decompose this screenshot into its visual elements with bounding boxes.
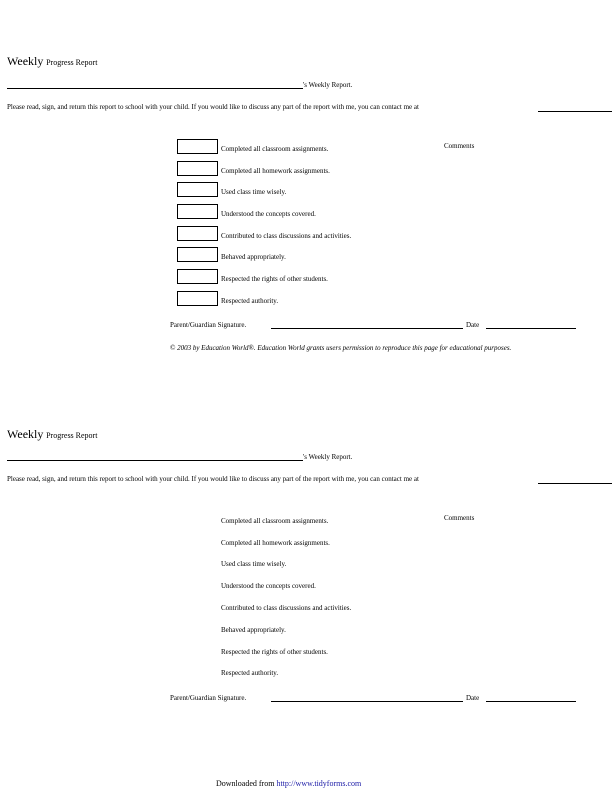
title-weekly: Weekly	[7, 54, 44, 68]
comments-label: Comments	[444, 514, 475, 522]
instructions-text: Please read, sign, and return this report to school with your child. If you would like to discuss any part of the report with me, you can contact me at	[7, 475, 419, 483]
date-label: Date	[466, 694, 480, 702]
signature-field[interactable]	[271, 328, 463, 329]
item-class-time: Used class time wisely.	[221, 188, 287, 196]
footer-prefix: Downloaded from	[216, 779, 275, 788]
teacher-contact-field[interactable]	[538, 483, 612, 484]
rating-box[interactable]	[177, 139, 218, 154]
signature-field[interactable]	[271, 701, 463, 702]
rating-box[interactable]	[177, 269, 218, 284]
item-behaved: Behaved appropriately.	[221, 253, 286, 261]
item-classroom-assignments: Completed all classroom assignments.	[221, 517, 329, 525]
signature-label: Parent/Guardian Signature.	[170, 694, 247, 702]
title-weekly: Weekly	[7, 427, 44, 441]
rating-box[interactable]	[177, 291, 218, 306]
copyright-text: © 2003 by Education World®. Education World grants users permission to reproduce this page for educational purposes.	[170, 344, 512, 352]
weekly-report-suffix: 's Weekly Report.	[303, 453, 353, 461]
rating-box[interactable]	[177, 161, 218, 176]
date-label: Date	[466, 321, 480, 329]
rating-box[interactable]	[177, 247, 218, 262]
item-behaved: Behaved appropriately.	[221, 626, 286, 634]
date-field[interactable]	[486, 701, 576, 702]
signature-label: Parent/Guardian Signature.	[170, 321, 247, 329]
instructions-text: Please read, sign, and return this report to school with your child. If you would like to discuss any part of the report with me, you can contact me at	[7, 103, 419, 111]
item-class-time: Used class time wisely.	[221, 560, 287, 568]
item-rights: Respected the rights of other students.	[221, 275, 328, 283]
student-name-field[interactable]	[7, 460, 303, 461]
comments-label: Comments	[444, 142, 475, 150]
date-field[interactable]	[486, 328, 576, 329]
form-title	[7, 54, 97, 69]
item-authority: Respected authority.	[221, 669, 279, 677]
rating-box[interactable]	[177, 204, 218, 219]
item-homework-assignments: Completed all homework assignments.	[221, 167, 330, 175]
teacher-contact-field[interactable]	[538, 111, 612, 112]
item-concepts: Understood the concepts covered.	[221, 582, 316, 590]
item-discussions: Contributed to class discussions and activities.	[221, 604, 352, 612]
item-concepts: Understood the concepts covered.	[221, 210, 316, 218]
student-name-field[interactable]	[7, 88, 303, 89]
title-progress-report: Progress Report	[46, 58, 98, 67]
item-homework-assignments: Completed all homework assignments.	[221, 539, 330, 547]
title-progress-report: Progress Report	[46, 431, 98, 440]
item-discussions: Contributed to class discussions and activities.	[221, 232, 352, 240]
page-footer	[216, 779, 361, 788]
rating-box[interactable]	[177, 182, 218, 197]
weekly-report-suffix: 's Weekly Report.	[303, 81, 353, 89]
rating-box[interactable]	[177, 226, 218, 241]
item-authority: Respected authority.	[221, 297, 279, 305]
item-rights: Respected the rights of other students.	[221, 648, 328, 656]
item-classroom-assignments: Completed all classroom assignments.	[221, 145, 329, 153]
form-title	[7, 427, 97, 442]
footer-link[interactable]: http://www.tidyforms.com	[276, 779, 362, 788]
